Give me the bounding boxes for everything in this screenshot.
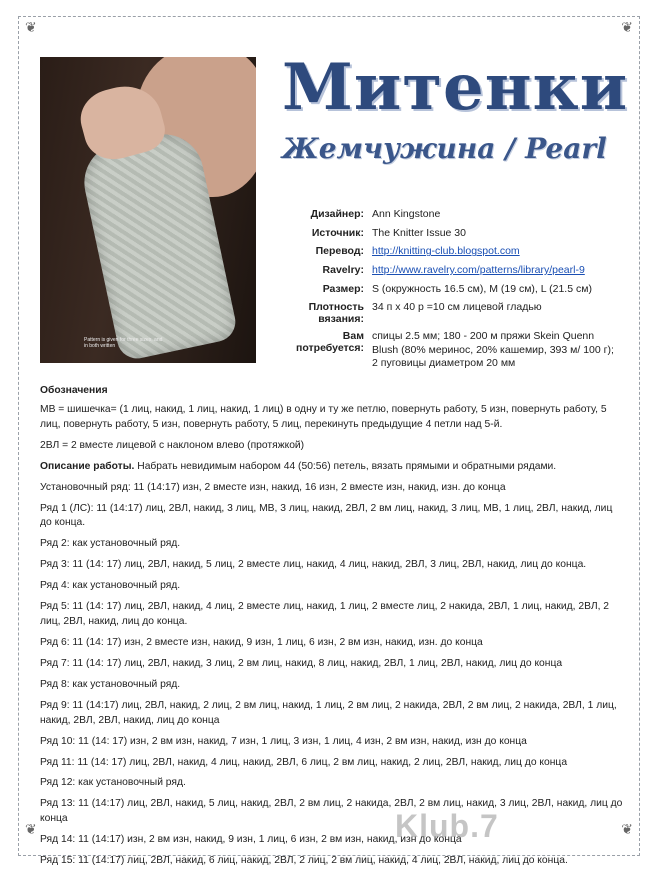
info-row-materials — [272, 330, 622, 371]
info-value: 34 п х 40 р =10 см лицевой гладью — [372, 301, 542, 314]
legend-2vl: 2ВЛ = 2 вместе лицевой с наклоном влево (протяжкой) — [40, 439, 305, 451]
row-9: Ряд 9: 11 (14:17) лиц, 2ВЛ, накид, 2 лиц, 2 вм лиц, накид, 1 лиц, 2 вм лиц, 2 накида, 2ВЛ, 2 вм лиц, 2 накида, 2ВЛ, 1 лиц, накид, 2ВЛ, 2ВЛ, накид, лиц до конца — [40, 699, 617, 726]
corner-ornament-icon: ❦ — [621, 822, 633, 838]
info-value: The Knitter Issue 30 — [372, 226, 466, 239]
corner-ornament-icon: ❦ — [25, 822, 37, 838]
info-value: Ann Kingstone — [372, 208, 441, 220]
page-subtitle: Жемчужина / Pearl — [282, 132, 607, 165]
watermark: Klub.7 — [395, 808, 499, 844]
info-row-translation — [272, 245, 622, 259]
legend-mb: МВ = шишечка= (1 лиц, накид, 1 лиц, накид, 1 лиц) в одну и ту же петлю, повернуть работу, 5 изн, повернуть работу, 5 лиц, повернуть работу, 5 изн, повернуть работу, 5 лиц, перекинуть предыдущие 4 петли над 5-й. — [40, 403, 607, 430]
info-label: Плотность вязания: — [308, 301, 364, 326]
row-13: Ряд 13: 11 (14:17) лиц, 2ВЛ, накид, 5 лиц, накид, 2ВЛ, 2 вм лиц, 2 накида, 2ВЛ, 2 вм лиц, накид, 3 лиц, 2ВЛ, накид, лиц до конца — [40, 798, 623, 825]
row-14: Ряд 14: 11 (14:17) изн, 2 вм изн, накид, 9 изн, 1 лиц, 6 изн, 2 вм изн, накид, изн до конца — [40, 834, 462, 846]
info-row-designer — [272, 208, 622, 222]
row-12: Ряд 12: как установочный ряд. — [40, 777, 186, 789]
row-7: Ряд 7: 11 (14: 17) лиц, 2ВЛ, накид, 3 лиц, 2 вм лиц, накид, 8 лиц, накид, 2ВЛ, 1 лиц, 2ВЛ, накид, лиц до конца — [40, 657, 563, 669]
info-label: Размер: — [322, 282, 364, 295]
row-1: Ряд 1 (ЛС): 11 (14:17) лиц, 2ВЛ, накид, 3 лиц, МВ, 3 лиц, накид, 2ВЛ, 2 вм лиц, накид, 3 лиц, МВ, 1 лиц, 2ВЛ, накид, лиц до конца. — [40, 502, 613, 529]
pattern-text — [40, 384, 624, 875]
description — [40, 460, 624, 475]
legend-heading: Обозначения — [40, 385, 108, 396]
info-label: Вам потребуется: — [296, 330, 364, 355]
row-15: Ряд 15: 11 (14:17) лиц, 2ВЛ, накид, 6 лиц, накид, 2ВЛ, 2 лиц, 2 вм лиц, накид, 4 лиц, 2ВЛ, накид, лиц до конца. — [40, 855, 568, 867]
photo-caption: Pattern is given for three sizes, and in both written — [84, 337, 163, 349]
row-6: Ряд 6: 11 (14: 17) изн, 2 вместе изн, накид, 9 изн, 1 лиц, 6 изн, 2 вм изн, накид, изн. до конца — [40, 636, 483, 648]
info-row-size — [272, 283, 622, 297]
row-setup: Установочный ряд: 11 (14:17) изн, 2 вместе изн, накид, 16 изн, 2 вместе изн, накид, изн. до конца — [40, 481, 506, 493]
corner-ornament-icon: ❦ — [25, 20, 37, 36]
row-8: Ряд 8: как установочный ряд. — [40, 678, 181, 690]
page-title: Митенки — [282, 50, 629, 125]
row-3: Ряд 3: 11 (14: 17) лиц, 2ВЛ, накид, 5 лиц, 2 вместе лиц, накид, 4 лиц, накид, 2ВЛ, 3 лиц, 2ВЛ, накид, лиц до конца. — [40, 559, 587, 571]
info-label: Ravelry: — [322, 263, 364, 276]
row-10: Ряд 10: 11 (14: 17) изн, 2 вм изн, накид, 7 изн, 1 лиц, 3 изн, 1 лиц, 4 изн, 2 вм изн, накид, изн до конца — [40, 735, 527, 747]
info-label: Источник: — [311, 226, 364, 239]
translation-link[interactable]: http://knitting-club.blogspot.com — [372, 245, 520, 258]
mitten-photo — [40, 57, 256, 363]
row-5: Ряд 5: 11 (14: 17) лиц, 2ВЛ, накид, 4 лиц, 2 вместе лиц, накид, 1 лиц, 2 вместе лиц, 2 накида, 2ВЛ, 1 лиц, накид, 2ВЛ, 2 лиц, 2ВЛ, накид, лиц до конца. — [40, 601, 610, 628]
ravelry-link[interactable]: http://www.ravelry.com/patterns/library/pearl-9 — [372, 263, 585, 276]
row-4: Ряд 4: как установочный ряд. — [40, 580, 181, 592]
corner-ornament-icon: ❦ — [621, 20, 633, 36]
info-row-ravelry — [272, 264, 622, 278]
row-2: Ряд 2: как установочный ряд. — [40, 538, 181, 550]
info-row-gauge — [272, 301, 622, 325]
info-value: S (окружность 16.5 см), M (19 см), L (21.5 см) — [372, 282, 592, 295]
description-heading: Описание работы. — [40, 460, 135, 472]
description-text: Набрать невидимым набором 44 (50:56) петель, вязать прямыми и обратными рядами. — [134, 460, 557, 472]
info-row-source — [272, 227, 622, 241]
pattern-info — [272, 208, 622, 376]
row-11: Ряд 11: 11 (14: 17) лиц, 2ВЛ, накид, 4 лиц, накид, 2ВЛ, 6 лиц, 2 вм лиц, накид, 2 лиц, 2ВЛ, накид, лиц до конца — [40, 756, 568, 768]
info-label: Перевод: — [315, 245, 364, 258]
info-value: спицы 2.5 мм; 180 - 200 м пряжи Skein Quenn Blush (80% меринос, 20% кашемир, 393 м/ 100 г); 2 пуговицы диаметром 20 мм — [372, 330, 614, 370]
info-label: Дизайнер: — [310, 208, 364, 220]
